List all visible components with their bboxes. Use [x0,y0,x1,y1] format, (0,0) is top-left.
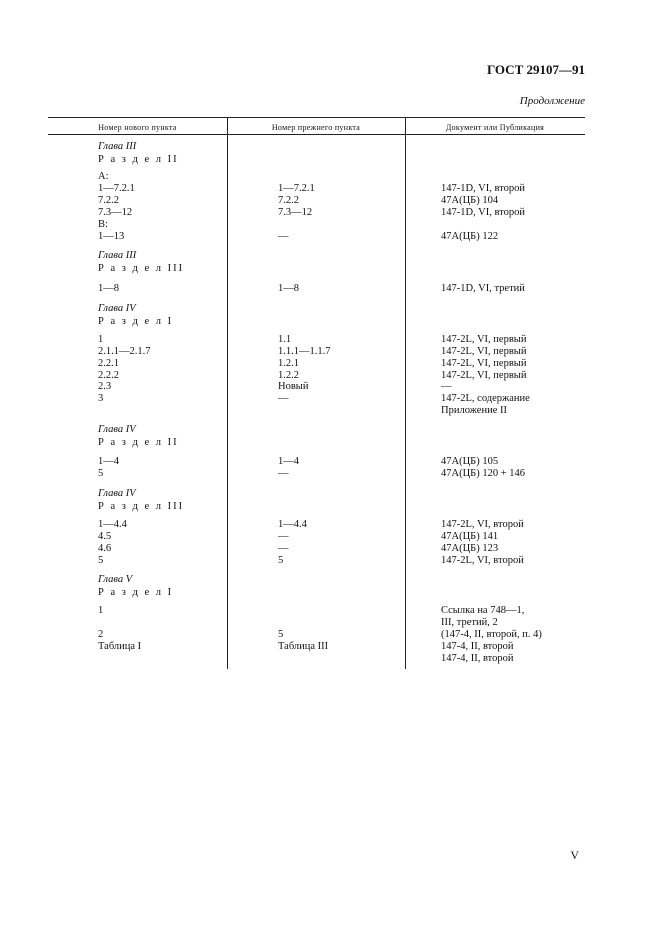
cell-new-item: 1—13 [98,231,125,242]
cell-document: 147-4, II, второй [441,641,514,652]
cell-old-item: 1—4.4 [278,519,307,530]
cell-old-item: Таблица III [278,641,329,652]
column-divider-1 [227,117,228,669]
cell-new-item: 7.2.2 [98,195,119,206]
cell-old-item: 1.2.1 [278,358,299,369]
column-header-new-item: Номер нового пункта [98,123,177,132]
cell-new-item: 2.3 [98,381,112,392]
cell-new-item: 5 [98,555,104,566]
cell-old-item: 1.1 [278,334,292,345]
cell-new-item: 1—4.4 [98,519,127,530]
cell-document: 47А(ЦБ) 141 [441,531,499,542]
cell-old-item: 1—4 [278,456,299,467]
cell-old-item: — [278,468,289,479]
cell-new-item: 2.2.2 [98,370,119,381]
cell-document: Приложение II [441,405,507,416]
cell-new-item: 1—8 [98,283,119,294]
cell-old-item: 7.2.2 [278,195,299,206]
page-number: V [570,848,579,862]
cell-document: 47А(ЦБ) 104 [441,195,499,206]
cell-old-item: — [278,231,289,242]
chapter-heading: Глава IV [98,424,136,435]
cell-document: 147-2L, VI, второй [441,555,524,566]
cell-document: 147-2L, VI, первый [441,370,527,381]
cell-document: III, третий, 2 [441,617,498,628]
chapter-heading: Глава IV [98,488,136,499]
table-top-rule [48,117,585,118]
cell-new-item: 2.2.1 [98,358,119,369]
cell-old-item: Новый [278,381,309,392]
cell-old-item: — [278,543,289,554]
section-heading: Р а з д е л II [98,437,179,448]
cell-document: Ссылка на 748—1, [441,605,525,616]
cell-document: 147-2L, VI, первый [441,358,527,369]
continuation-label: Продолжение [519,95,585,107]
cell-new-item: 1—7.2.1 [98,183,135,194]
cell-old-item: 5 [278,629,284,640]
chapter-heading: Глава III [98,250,137,261]
cell-new-item: 1 [98,605,104,616]
cell-new-item: 2.1.1—2.1.7 [98,346,151,357]
cell-document: (147-4, II, второй, п. 4) [441,629,542,640]
cell-document: 47А(ЦБ) 105 [441,456,499,467]
cell-new-item: 5 [98,468,104,479]
cell-old-item: 1.1.1—1.1.7 [278,346,331,357]
cell-old-item: — [278,393,289,404]
section-heading: Р а з д е л I [98,587,174,598]
cell-old-item: — [278,531,289,542]
cell-document: 147-4, II, второй [441,653,514,664]
cell-document: 47А(ЦБ) 122 [441,231,499,242]
chapter-heading: Глава IV [98,303,136,314]
table-header-rule [48,134,585,135]
cell-document: 147-2L, VI, первый [441,334,527,345]
cell-new-item: 4.5 [98,531,112,542]
cell-new-item: 4.6 [98,543,112,554]
cell-document: 147-1D, VI, третий [441,283,525,294]
cell-new-item: 2 [98,629,104,640]
section-heading: Р а з д е л III [98,501,185,512]
cell-document: 147-1D, VI, второй [441,207,525,218]
cell-new-item: 1 [98,334,104,345]
cell-new-item: А: [98,171,109,182]
section-heading: Р а з д е л III [98,263,185,274]
cell-document: 147-2L, содержание [441,393,530,404]
cell-document: 47А(ЦБ) 123 [441,543,499,554]
section-heading: Р а з д е л II [98,154,179,165]
column-header-old-item: Номер прежнего пункта [271,123,361,132]
cell-new-item: В: [98,219,108,230]
cell-old-item: 1.2.2 [278,370,299,381]
document-title: ГОСТ 29107—91 [486,62,585,77]
section-heading: Р а з д е л I [98,316,174,327]
cell-document: 147-2L, VI, второй [441,519,524,530]
cell-document: 147-2L, VI, первый [441,346,527,357]
chapter-heading: Глава III [98,141,137,152]
cell-new-item: 1—4 [98,456,119,467]
cell-old-item: 5 [278,555,284,566]
cell-old-item: 7.3—12 [278,207,313,218]
cell-new-item: 7.3—12 [98,207,133,218]
cell-new-item: Таблица I [98,641,142,652]
cell-document: — [441,381,452,392]
chapter-heading: Глава V [98,574,133,585]
column-header-document: Документ или Публикация [445,123,545,132]
cell-old-item: 1—7.2.1 [278,183,315,194]
cell-document: 147-1D, VI, второй [441,183,525,194]
cell-new-item: 3 [98,393,104,404]
cell-document: 47А(ЦБ) 120 + 146 [441,468,525,479]
cell-old-item: 1—8 [278,283,299,294]
column-divider-2 [405,117,406,669]
